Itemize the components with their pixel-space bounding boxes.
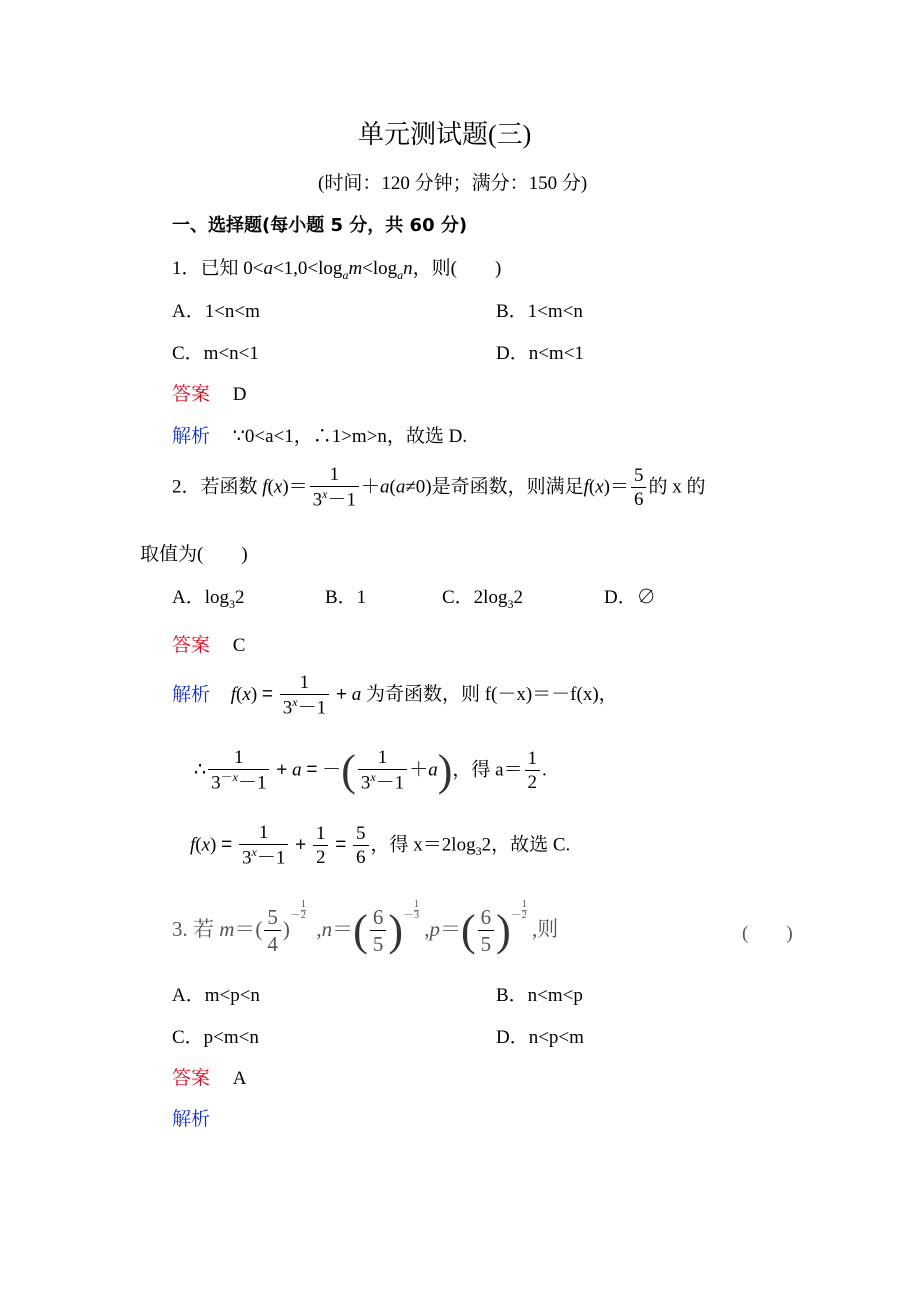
- answer-label: 答案: [172, 384, 211, 405]
- left-paren: (: [460, 906, 476, 956]
- fraction: $\frac{6}{5}$: [370, 905, 387, 956]
- right-paren: ): [437, 745, 453, 795]
- analysis-label: 解析: [172, 684, 211, 706]
- q1-option-c: C．m<n<1: [172, 343, 259, 364]
- fraction: $\frac{1}{2}$: [525, 748, 541, 795]
- q3-blank: ( ): [742, 923, 793, 944]
- q1-stem-prefix: 1．已知 0<: [172, 258, 264, 279]
- exponent: $\frac{1}{2}$: [521, 899, 527, 921]
- fraction: $\frac{5}{6}$: [631, 465, 647, 512]
- q2-answer: C: [232, 635, 246, 656]
- q3-stem-end: ,则: [532, 917, 559, 941]
- q2-option-c: C．$2\log_32$: [442, 587, 523, 611]
- q2-option-a: A．$\log_32$: [172, 587, 245, 611]
- q2-stem-line2: 取值为( ): [140, 544, 248, 565]
- exam-info: (时间：120 分钟；满分：150 分): [318, 173, 588, 194]
- q1-analysis-row: [172, 421, 467, 448]
- q2-analysis-row-1: 解析 f(x) = $\frac{1}{3^x-1}$ + a 为奇函数，则 f(－x)＝－f(x)，: [172, 672, 618, 719]
- q2-option-b: B．1: [325, 587, 367, 608]
- q1-analysis: ∵0<a<1，∴1>m>n，故选 D.: [232, 426, 468, 447]
- q2-analysis-3: ，得 x＝2log: [370, 834, 476, 856]
- q1-option-a: A．1<n<m: [172, 301, 260, 322]
- fraction: $\frac{6}{5}$: [478, 905, 495, 956]
- section-heading: 一、选择题(每小题 5 分，共 60 分): [172, 215, 468, 236]
- q2-option-d: D．∅: [604, 587, 656, 608]
- q3-option-b: B．n<m<p: [496, 985, 583, 1006]
- q2-analysis-2: ，得 a＝: [452, 759, 523, 781]
- right-paren: ): [388, 906, 403, 956]
- exponent: $\frac{1}{2}$: [300, 899, 306, 921]
- q3-option-a: A．m<p<n: [172, 985, 260, 1006]
- q3-answer: A: [232, 1068, 247, 1089]
- q2-analysis-row-3: f(x) = $\frac{1}{3^x-1}$ + $\frac{1}{2}$ = $\frac{5}{6}$ ，得 $x=2\log_32$，故选 C.: [190, 822, 571, 869]
- q3-stem: 3. 若 m＝( $\frac{5}{4}$ )－ $\frac{1}{2}$ ,n＝( $\frac{6}{5}$ )－ $\frac{1}{3}$ ,p＝( $\frac{6}{5}$ )－ $\frac{1}{2}$ ,则: [172, 899, 559, 956]
- analysis-label: 解析: [172, 426, 211, 447]
- q2-answer-row: [172, 630, 245, 657]
- fraction: $\frac{1}{3^x-1}$: [310, 464, 359, 512]
- q3-analysis-row: [172, 1104, 210, 1131]
- q3-option-c: C．p<m<n: [172, 1027, 259, 1048]
- q1-answer-row: [172, 379, 247, 406]
- q3-stem-start: 3. 若: [172, 917, 214, 941]
- exponent: $\frac{1}{3}$: [413, 899, 419, 921]
- fraction: $\frac{1}{2}$: [313, 823, 329, 870]
- q1-option-d: D．n<m<1: [496, 343, 584, 364]
- left-paren: (: [341, 745, 356, 795]
- q3-option-d: D．n<p<m: [496, 1027, 584, 1048]
- q1-stem: 1．已知 $0<a<1,0<\log_am<\log_an$，则( ): [172, 258, 502, 282]
- q2-analysis-3-end: 2，故选 C.: [481, 834, 571, 856]
- q3-answer-row: [172, 1063, 247, 1090]
- answer-label: 答案: [172, 635, 211, 656]
- q2-option-a-text: A．log: [172, 587, 230, 608]
- q2-analysis-1: 为奇函数，则 f(－x)＝－f(x)，: [365, 684, 618, 706]
- fraction: $\frac{1}{3^x-1}$: [280, 672, 329, 720]
- fraction: $\frac{1}{3^x-1}$: [358, 747, 407, 795]
- analysis-label: 解析: [172, 1109, 211, 1130]
- q2-stem-suffix-1: 是奇函数，则满足: [431, 476, 584, 498]
- fraction: $\frac{5}{6}$: [353, 823, 369, 870]
- right-paren: ): [496, 906, 511, 956]
- q2-analysis-row-2: ∴ $\frac{1}{3^{-x}-1}$ + a = －( $\frac{1}{3^x-1}$ ＋a)，得 a＝ $\frac{1}{2}$ .: [194, 745, 547, 795]
- fraction: $\frac{1}{3^x-1}$: [239, 822, 288, 870]
- q1-answer: D: [232, 384, 247, 405]
- page-title: 单元测试题(三): [358, 120, 532, 149]
- q2-option-c-text: C．2log: [442, 587, 508, 608]
- answer-label: 答案: [172, 1068, 211, 1089]
- fraction: $\frac{1}{3^{-x}-1}$: [208, 747, 269, 795]
- q2-stem: 2．若函数 f(x)＝ $\frac{1}{3^x-1}$ ＋a(a≠0)是奇函数，则满足f(x)＝ $\frac{5}{6}$ 的 x 的: [172, 464, 706, 511]
- q1-option-b: B．1<m<n: [496, 301, 583, 322]
- fraction: $\frac{5}{4}$: [264, 905, 281, 956]
- left-paren: (: [353, 906, 368, 956]
- q2-stem-suffix-2: 的 x 的: [648, 476, 706, 498]
